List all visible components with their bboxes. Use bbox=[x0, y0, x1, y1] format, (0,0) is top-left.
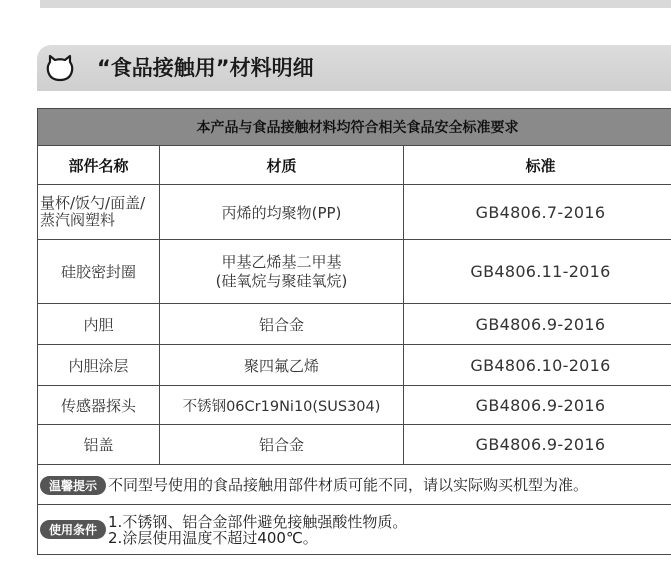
standard-cell: GB4806.9-2016 bbox=[404, 386, 671, 425]
section-header bbox=[37, 45, 671, 91]
material-line: (硅氧烷与聚硅氧烷) bbox=[215, 271, 348, 290]
condition-lines bbox=[108, 514, 407, 546]
condition-line: 2.涂层使用温度不超过400℃。 bbox=[108, 528, 318, 547]
standard-cell: GB4806.7-2016 bbox=[404, 185, 671, 240]
table-row bbox=[38, 240, 671, 304]
standard-cell: GB4806.9-2016 bbox=[404, 425, 671, 465]
condition-badge: 使用条件 bbox=[40, 520, 106, 539]
material-cell: 丙烯的均聚物(PP) bbox=[160, 185, 404, 240]
standard-cell: GB4806.10-2016 bbox=[404, 345, 671, 386]
cat-face-icon bbox=[45, 53, 75, 83]
condition-cell bbox=[38, 505, 671, 555]
tip-text: 不同型号使用的食品接触用部件材质可能不同，请以实际购买机型为准。 bbox=[108, 476, 589, 494]
part-name-cell: 量杯/饭勺/面盖/蒸汽阀塑料 bbox=[38, 185, 160, 240]
header-part-name: 部件名称 bbox=[38, 146, 160, 185]
part-name-cell: 硅胶密封圈 bbox=[38, 240, 160, 304]
material-line: 甲基乙烯基二甲基 bbox=[221, 252, 342, 271]
section-title: “食品接触用”材料明细 bbox=[97, 56, 314, 80]
materials-table bbox=[37, 108, 671, 555]
table-row bbox=[38, 304, 671, 345]
header-material: 材质 bbox=[160, 146, 404, 185]
part-name-cell: 内胆涂层 bbox=[38, 345, 160, 386]
standard-cell: GB4806.9-2016 bbox=[404, 304, 671, 345]
tip-cell bbox=[38, 465, 671, 505]
tip-badge: 温馨提示 bbox=[40, 476, 106, 495]
table-row bbox=[38, 185, 671, 240]
material-cell: 铝合金 bbox=[160, 304, 404, 345]
part-name-cell: 铝盖 bbox=[38, 425, 160, 465]
standard-cell: GB4806.11-2016 bbox=[404, 240, 671, 304]
table-caption: 本产品与食品接触材料均符合相关食品安全标准要求 bbox=[38, 109, 671, 146]
header-standard: 标准 bbox=[404, 146, 671, 185]
part-name-cell: 传感器探头 bbox=[38, 386, 160, 425]
top-divider-bar bbox=[40, 0, 671, 8]
materials-table-wrapper bbox=[37, 108, 671, 560]
condition-row bbox=[38, 505, 671, 555]
material-cell bbox=[160, 240, 404, 304]
table-header-row bbox=[38, 146, 671, 185]
part-name-cell: 内胆 bbox=[38, 304, 160, 345]
table-row bbox=[38, 425, 671, 465]
table-caption-row bbox=[38, 109, 671, 146]
condition-line: 1.不锈钢、铝合金部件避免接触强酸性物质。 bbox=[108, 512, 408, 531]
material-cell: 铝合金 bbox=[160, 425, 404, 465]
table-row bbox=[38, 386, 671, 425]
tip-row bbox=[38, 465, 671, 505]
table-row bbox=[38, 345, 671, 386]
material-cell: 不锈钢06Cr19Ni10(SUS304) bbox=[160, 386, 404, 425]
material-cell: 聚四氟乙烯 bbox=[160, 345, 404, 386]
